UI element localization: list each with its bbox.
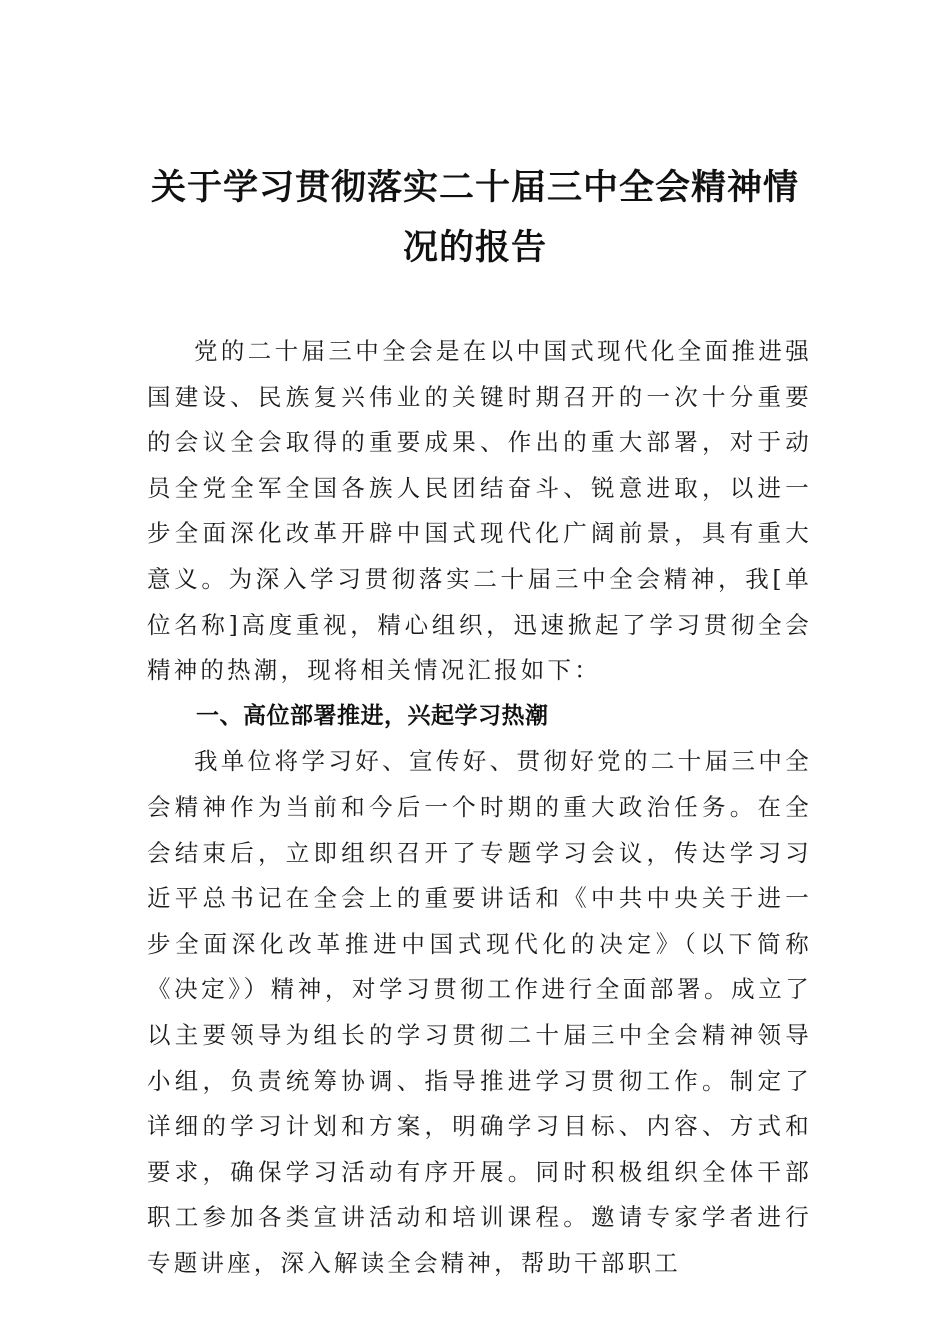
section-paragraph: 我单位将学习好、宣传好、贯彻好党的二十届三中全会精神作为当前和今后一个时期的重大政治任务。在全会结束后，立即组织召开了专题学习会议，传达学习习近平总书记在全会上的重要讲话和《中共中央关于进一步全面深化改革推进中国式现代化的决定》（以下简称《决定》）精神，对学习贯彻工作进行全面部署。成立了以主要领导为组长的学习贯彻二十届三中全会精神领导小组，负责统筹协调、指导推进学习贯彻工作。制定了详细的学习计划和方案，明确学习目标、内容、方式和要求，确保学习活动有序开展。同时积极组织全体干部职工参加各类宣讲活动和培训课程。邀请专家学者进行专题讲座，深入解读全会精神，帮助干部职工 xyxy=(147,747,812,1277)
document-body xyxy=(147,329,812,1286)
section-heading: 一、高位部署推进，兴起学习热潮 xyxy=(196,702,549,729)
document-title: 关于学习贯彻落实二十届三中全会精神情况的报告 xyxy=(150,167,799,268)
intro-paragraph: 党的二十届三中全会是在以中国式现代化全面推进强国建设、民族复兴伟业的关键时期召开的一次十分重要的会议全会取得的重要成果、作出的重大部署，对于动员全党全军全国各族人民团结奋斗、锐意进取，以进一步全面深化改革开辟中国式现代化广阔前景，具有重大意义。为深入学习贯彻落实二十届三中全会精神，我[单位名称]高度重视，精心组织，迅速掀起了学习贯彻全会精神的热潮，现将相关情况汇报如下： xyxy=(147,337,812,685)
